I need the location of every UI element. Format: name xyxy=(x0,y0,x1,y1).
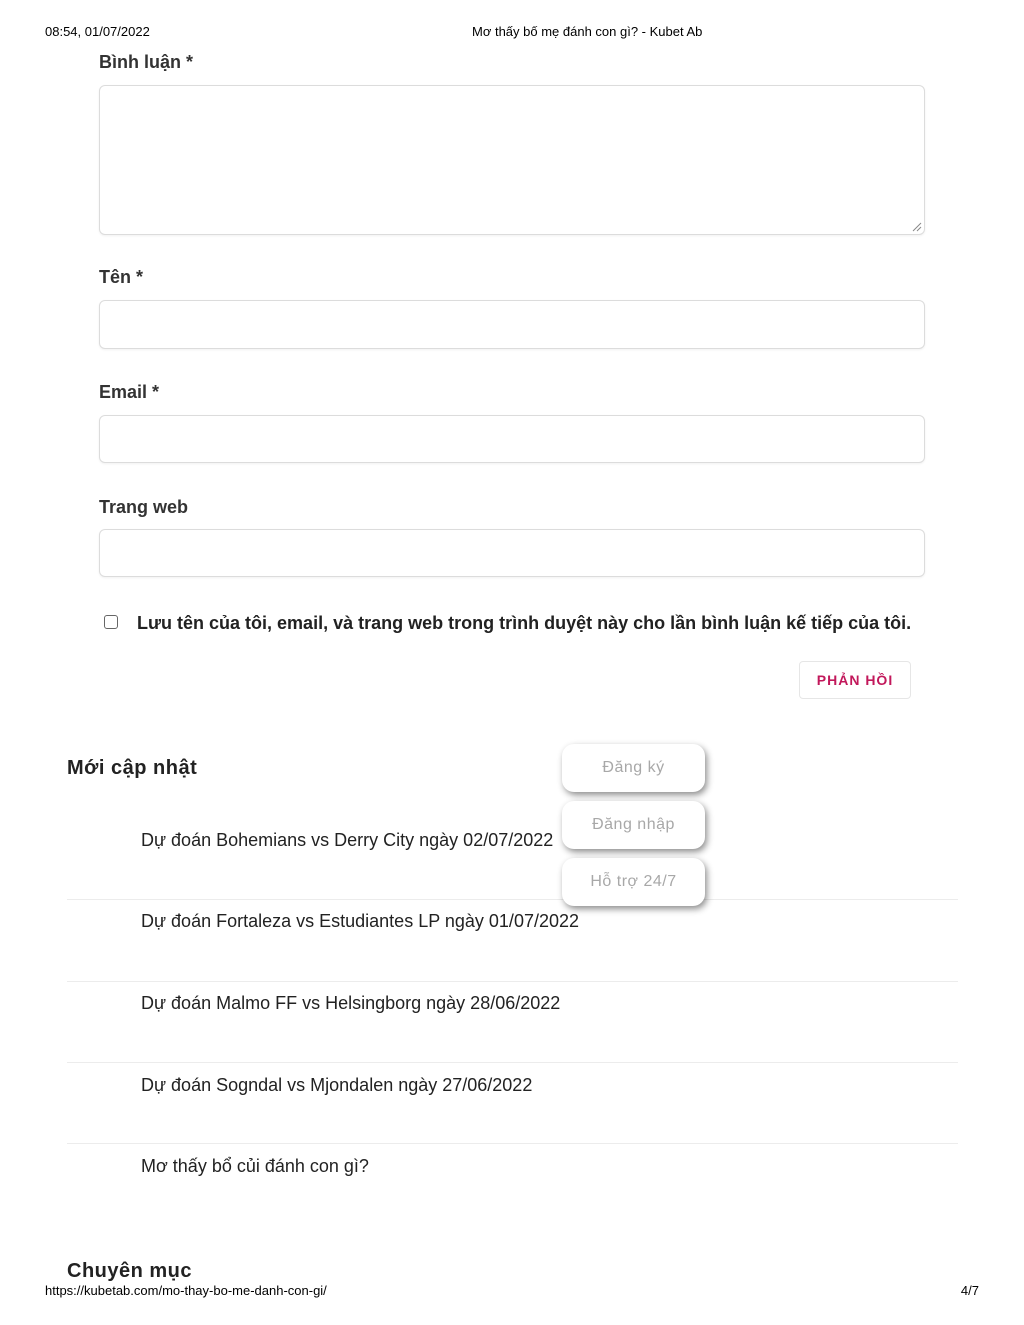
divider xyxy=(67,899,958,900)
recent-post-link[interactable]: Dự đoán Bohemians vs Derry City ngày 02/07/2022 xyxy=(141,830,554,850)
name-label: Tên * xyxy=(99,267,144,287)
divider xyxy=(67,1143,958,1144)
email-label: Email * xyxy=(99,382,160,402)
recent-posts-title: Mới cập nhật xyxy=(67,757,198,779)
login-button[interactable]: Đăng nhập xyxy=(562,801,705,849)
print-datetime: 08:54, 01/07/2022 xyxy=(45,24,150,39)
resize-grip-icon[interactable] xyxy=(912,222,922,232)
recent-post-link[interactable]: Dự đoán Fortaleza vs Estudiantes LP ngày 01/07/2022 xyxy=(141,911,580,931)
save-info-checkbox[interactable] xyxy=(104,615,118,629)
print-page-url: https://kubetab.com/mo-thay-bo-me-danh-con-gi/ xyxy=(45,1283,327,1298)
email-field[interactable] xyxy=(99,415,925,463)
print-footer xyxy=(45,1283,979,1299)
save-info-label[interactable]: Lưu tên của tôi, email, và trang web trong trình duyệt này cho lần bình luận kế tiếp của tôi. xyxy=(137,613,912,633)
website-label: Trang web xyxy=(99,497,189,517)
comment-label: Bình luận * xyxy=(99,52,193,72)
divider xyxy=(67,1062,958,1063)
divider xyxy=(67,981,958,982)
recent-post-link[interactable]: Dự đoán Sogndal vs Mjondalen ngày 27/06/2022 xyxy=(141,1075,533,1095)
register-button[interactable]: Đăng ký xyxy=(562,744,705,792)
print-page-title: Mơ thấy bố mẹ đánh con gì? - Kubet Ab xyxy=(472,24,703,39)
recent-post-link[interactable]: Dự đoán Malmo FF vs Helsingborg ngày 28/06/2022 xyxy=(141,993,561,1013)
save-info-consent xyxy=(104,613,924,637)
print-page-number: 4/7 xyxy=(960,1283,979,1298)
recent-post-link[interactable]: Mơ thấy bổ củi đánh con gì? xyxy=(141,1156,369,1176)
categories-title: Chuyên mục xyxy=(67,1260,193,1282)
support-button[interactable]: Hỗ trợ 24/7 xyxy=(562,858,705,906)
submit-comment-button[interactable]: PHẢN HỒI xyxy=(799,661,911,699)
name-field[interactable] xyxy=(99,300,925,349)
categories-section xyxy=(0,1260,1024,1282)
print-header xyxy=(45,24,979,40)
comment-textarea[interactable] xyxy=(99,85,925,235)
website-field[interactable] xyxy=(99,529,925,577)
